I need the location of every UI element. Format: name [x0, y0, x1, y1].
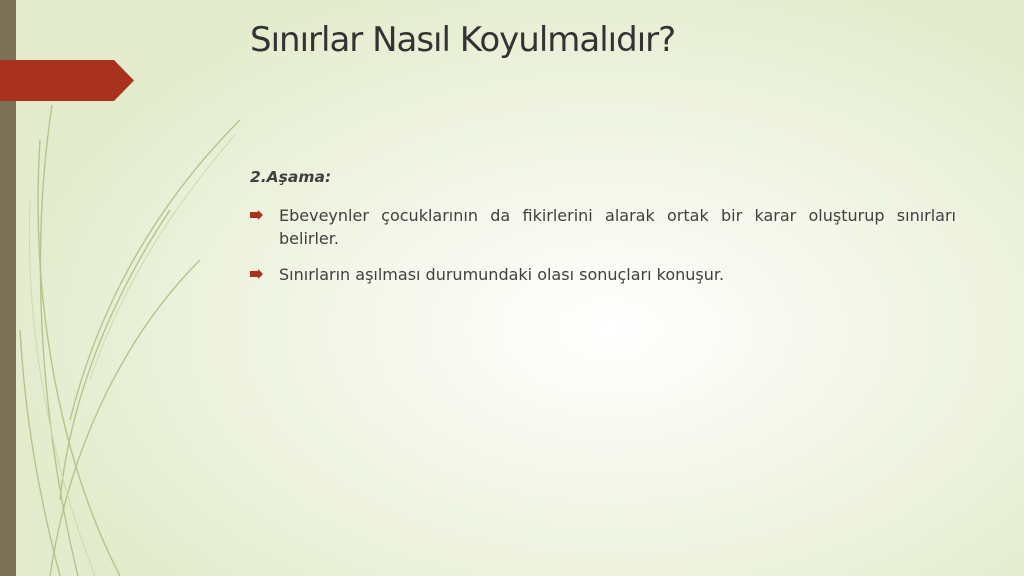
slide-content [250, 166, 956, 299]
bullet-text: Ebeveynler çocuklarının da fikirlerini alarak ortak bir karar oluşturup sınırları belirler. [279, 206, 956, 248]
arrow-bullet-icon [250, 269, 263, 279]
bullet-list [250, 204, 956, 286]
list-item [250, 263, 956, 286]
arrow-bullet-icon [250, 210, 263, 220]
bullet-text: Sınırların aşılması durumundaki olası sonuçları konuşur. [279, 265, 725, 284]
stage-label: 2.Aşama: [250, 168, 332, 186]
title-accent-tag [0, 60, 134, 101]
page-title: Sınırlar Nasıl Koyulmalıdır? [250, 20, 676, 60]
list-item [250, 204, 956, 250]
